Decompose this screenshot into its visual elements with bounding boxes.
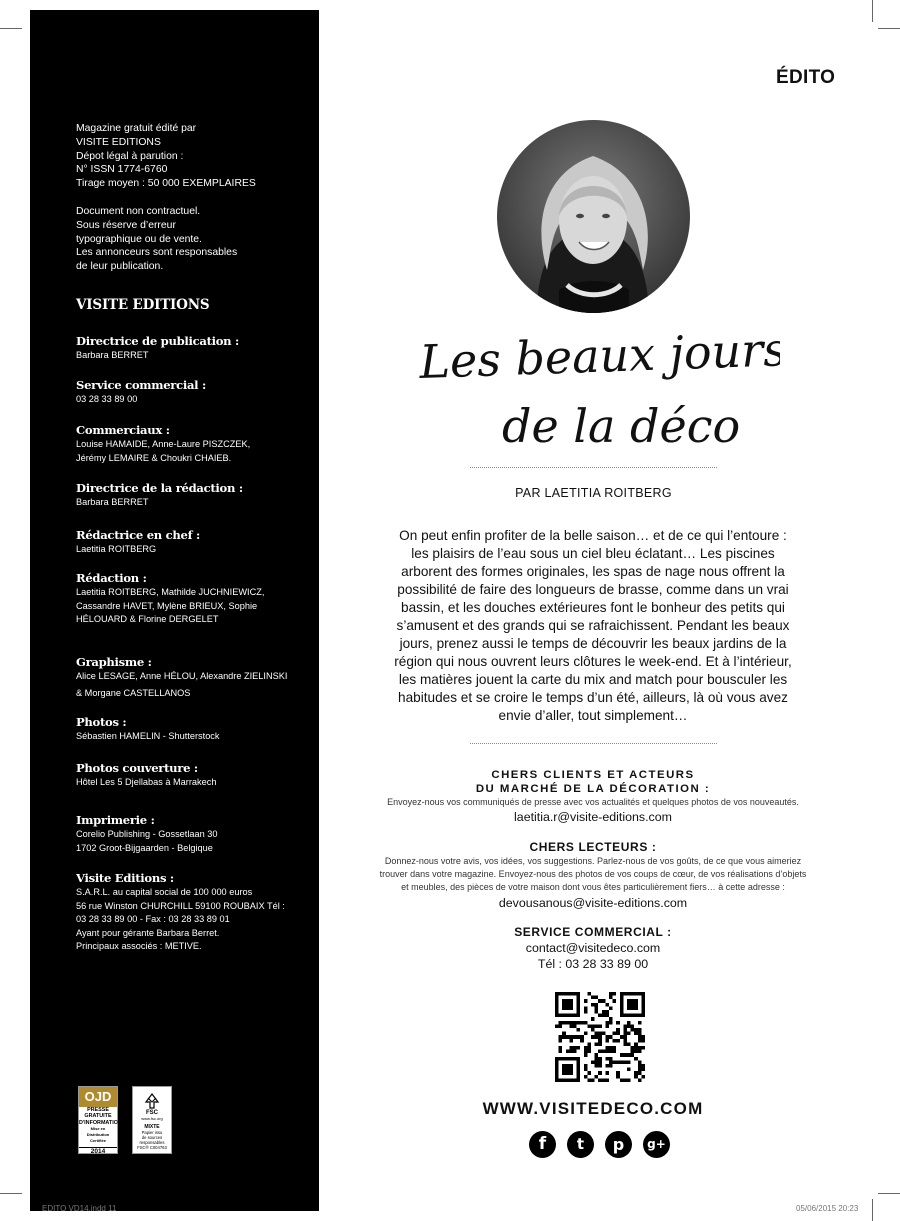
- fsc-logo: [132, 1086, 172, 1154]
- clients-email-link[interactable]: laetitia.r@visite-editions.com: [514, 810, 672, 825]
- qr-code[interactable]: [555, 992, 645, 1087]
- pinterest-icon[interactable]: p: [605, 1131, 632, 1158]
- crop-mark: [878, 1193, 900, 1194]
- readers-text: Donnez-nous votre avis, vos idées, vos suggestions. Parlez-nous de vos goûts, de ce que vous aimeriez: [384, 856, 802, 866]
- masthead-sidebar: [30, 10, 319, 1211]
- credit-editorial-director: [76, 481, 306, 510]
- dotted-divider: [470, 743, 717, 744]
- credit-editorial-team: [76, 571, 306, 627]
- readers-contact-block: [362, 840, 824, 911]
- headline-script-svg: [410, 318, 780, 458]
- edito-line: bassin, et les douches extérieures font le bonheur des petits qui: [401, 600, 785, 615]
- credit-value: Hôtel Les 5 Djellabas à Marrakech: [76, 777, 217, 787]
- disclaimer-line: Les annonceurs sont responsables: [76, 247, 238, 259]
- fsc-logo-site: www.fsc.org: [141, 1116, 163, 1121]
- crop-mark: [0, 1193, 22, 1194]
- edito-line: les plaisirs de l’eau sous un ciel bleu éclatant… Les piscines: [411, 546, 775, 561]
- credit-cover-photos: [76, 761, 306, 790]
- credit-value: 03 28 33 89 00: [76, 394, 138, 404]
- ojd-logo-text: D'INFORMATION: [79, 1119, 122, 1126]
- credit-value: Sébastien HAMELIN - Shutterstock: [76, 731, 220, 741]
- clients-heading: DU MARCHÉ DE LA DÉCORATION :: [475, 782, 711, 795]
- credit-value: Ayant pour gérante Barbara Berret.: [76, 927, 220, 938]
- credit-heading: Photos :: [76, 715, 127, 729]
- legal-line: Tirage moyen : 50 000 EXEMPLAIRES: [76, 178, 256, 190]
- credit-value: Principaux associés : METIVE.: [76, 941, 202, 952]
- disclaimer-line: de leur publication.: [76, 261, 164, 273]
- twitter-icon[interactable]: t: [567, 1131, 594, 1158]
- edito-line: envie d’aller, tout simplement…: [498, 708, 688, 723]
- ojd-logo-text: GRATUITE: [84, 1113, 112, 1120]
- crop-mark: [0, 28, 22, 29]
- legal-line: Dépot légal à parution :: [76, 150, 184, 162]
- crop-mark: [872, 0, 873, 22]
- ojd-logo-year: 2014: [79, 1147, 117, 1155]
- crop-mark: [872, 1199, 873, 1221]
- credit-value: Laetitia ROITBERG: [76, 544, 157, 554]
- print-slug-date: 05/06/2015 20:23: [796, 1204, 859, 1213]
- headline-line-1: Les beaux jours: [418, 322, 780, 389]
- credit-heading: Commerciaux :: [76, 423, 170, 437]
- website-link[interactable]: WWW.VISITEDECO.COM: [482, 1099, 704, 1118]
- fsc-logo-name: FSC: [146, 1110, 158, 1116]
- author-portrait: [497, 120, 690, 313]
- edito-line: s’amusent et des grands qui se rafraichissent. Pendant les beaux: [396, 618, 790, 633]
- credit-editor-in-chief: [76, 528, 306, 557]
- credit-value: Laetitia ROITBERG, Mathilde JUCHNIEWICZ,: [76, 587, 265, 597]
- ojd-logo-text: Certifiée: [89, 1138, 106, 1144]
- headline-script-title: [410, 318, 780, 463]
- readers-text: et meubles, des pièces de votre maison dont vous êtes particulièrement fiers… à cette adresse :: [401, 882, 785, 893]
- credit-value: 1702 Groot-Bijgaarden - Belgique: [76, 842, 213, 853]
- edito-body: [380, 527, 806, 725]
- credit-heading: Graphisme :: [76, 655, 152, 669]
- credit-photos: [76, 715, 306, 744]
- credit-heading: Imprimerie :: [76, 813, 155, 827]
- edito-line: habitudes et se croire le temps d’un été, ailleurs, là où vous avez: [398, 690, 788, 705]
- readers-text: trouver dans votre magazine. Envoyez-nous des photos de vos coups de cœur, de vos réalisations d’objets: [379, 869, 807, 880]
- commercial-email-link[interactable]: contact@visitedeco.com: [525, 941, 661, 955]
- commercial-heading: SERVICE COMMERCIAL :: [514, 925, 672, 939]
- edito-line: possibilité de faire des longueurs de brasse, comme dans un vrai: [397, 582, 789, 597]
- ojd-logo-title: OJD: [79, 1087, 117, 1107]
- legal-line: N° ISSN 1774-6760: [76, 164, 168, 176]
- credit-company: [76, 871, 306, 954]
- readers-heading: CHERS LECTEURS :: [529, 840, 657, 854]
- credit-value: Louise HAMAIDE, Anne-Laure PISZCZEK,: [76, 439, 251, 449]
- credit-printer: [76, 813, 306, 855]
- readers-email-link[interactable]: devousanous@visite-editions.com: [498, 895, 688, 910]
- legal-line: Magazine gratuit édité par: [76, 123, 197, 134]
- clients-heading: CHERS CLIENTS ET ACTEURS: [491, 769, 695, 781]
- credit-value: Alice LESAGE, Anne HÉLOU, Alexandre ZIELINSKI: [76, 671, 288, 681]
- dotted-divider: [470, 467, 717, 468]
- crop-mark: [878, 28, 900, 29]
- legal-line: VISITE EDITIONS: [76, 136, 161, 148]
- edito-line: région qui nous ouvrent leurs clôtures le week-end. Et à l’intérieur,: [394, 654, 792, 669]
- credit-heading: Directrice de la rédaction :: [76, 481, 243, 495]
- fsc-logo-code: FSC® C004763: [137, 1145, 167, 1150]
- fsc-logo-text: Papier issu: [141, 1130, 163, 1135]
- byline: PAR LAETITIA ROITBERG: [515, 486, 672, 500]
- portrait-photo: [497, 120, 690, 313]
- ojd-logo-text: PRESSE: [87, 1107, 109, 1113]
- credit-value: 03 28 33 89 00 - Fax : 03 28 33 89 01: [76, 914, 230, 925]
- clients-contact-block: [362, 769, 824, 825]
- credit-value: HÉLOUARD & Florine DERGELET: [76, 614, 219, 625]
- print-slug-file: EDITO VD14.indd 11: [42, 1204, 117, 1213]
- credit-heading: Visite Editions :: [76, 871, 174, 885]
- credit-value: Jérémy LEMAIRE & Choukri CHAIEB.: [76, 452, 232, 463]
- credit-value: Corelio Publishing - Gossetlaan 30: [76, 829, 218, 839]
- credit-publication-director: [76, 334, 306, 363]
- commercial-contact-block: [362, 925, 824, 972]
- credit-heading: Rédactrice en chef :: [76, 528, 201, 542]
- qr-code-svg: [555, 992, 645, 1082]
- disclaimer-line: Document non contractuel.: [76, 205, 201, 217]
- fsc-tree-icon: [143, 1093, 161, 1109]
- fsc-logo-text: de sources: [141, 1135, 163, 1140]
- fsc-logo-text: responsables: [139, 1140, 165, 1145]
- publisher-title: VISITE EDITIONS: [76, 297, 210, 313]
- edito-line: les matières jouent la carte du mix and match pour bousculer les: [398, 672, 788, 687]
- fsc-logo-mixte: MIXTE: [144, 1124, 160, 1130]
- credit-heading: Rédaction :: [76, 571, 147, 585]
- disclaimer-line: typographique ou de vente.: [76, 233, 202, 245]
- disclaimer: [76, 205, 306, 274]
- headline-line-2: de la déco: [502, 399, 741, 453]
- credit-value: & Morgane CASTELLANOS: [76, 687, 191, 698]
- credit-graphic-design: [76, 655, 306, 700]
- facebook-icon[interactable]: f: [529, 1131, 556, 1158]
- credit-heading: Service commercial :: [76, 378, 206, 392]
- ojd-logo-text: Mise en Distribution: [86, 1125, 110, 1138]
- clients-text: Envoyez-nous vos communiqués de presse avec vos actualités et quelques photos de vos nouveautés.: [387, 797, 799, 807]
- ojd-logo: [78, 1086, 122, 1155]
- credit-sales-service: [76, 378, 306, 407]
- credit-sales-team: [76, 423, 306, 465]
- credit-heading: Directrice de publication :: [76, 334, 240, 348]
- credit-value: Barbara BERRET: [76, 497, 149, 507]
- section-title: ÉDITO: [776, 67, 836, 88]
- commercial-phone: Tél : 03 28 33 89 00: [537, 957, 649, 971]
- credit-heading: Photos couverture :: [76, 761, 198, 775]
- edito-line: arborent des formes originales, les spas de nage nous offrent la: [401, 564, 785, 579]
- edito-line: jours, prenez aussi le temps de découvrir les beaux jardins de la: [399, 636, 787, 651]
- edito-line: On peut enfin profiter de la belle saison… et de ce qui l’entoure :: [399, 528, 787, 543]
- disclaimer-line: Sous réserve d’erreur: [76, 219, 176, 231]
- legal-info: [76, 122, 306, 191]
- google-plus-icon[interactable]: g+: [643, 1131, 670, 1158]
- masthead-intro: [76, 122, 306, 288]
- credit-value: 56 rue Winston CHURCHILL 59100 ROUBAIX Tél :: [76, 900, 285, 911]
- credit-value: Barbara BERRET: [76, 350, 149, 360]
- credit-value: S.A.R.L. au capital social de 100 000 euros: [76, 887, 253, 897]
- credit-value: Cassandre HAVET, Mylène BRIEUX, Sophie: [76, 600, 258, 611]
